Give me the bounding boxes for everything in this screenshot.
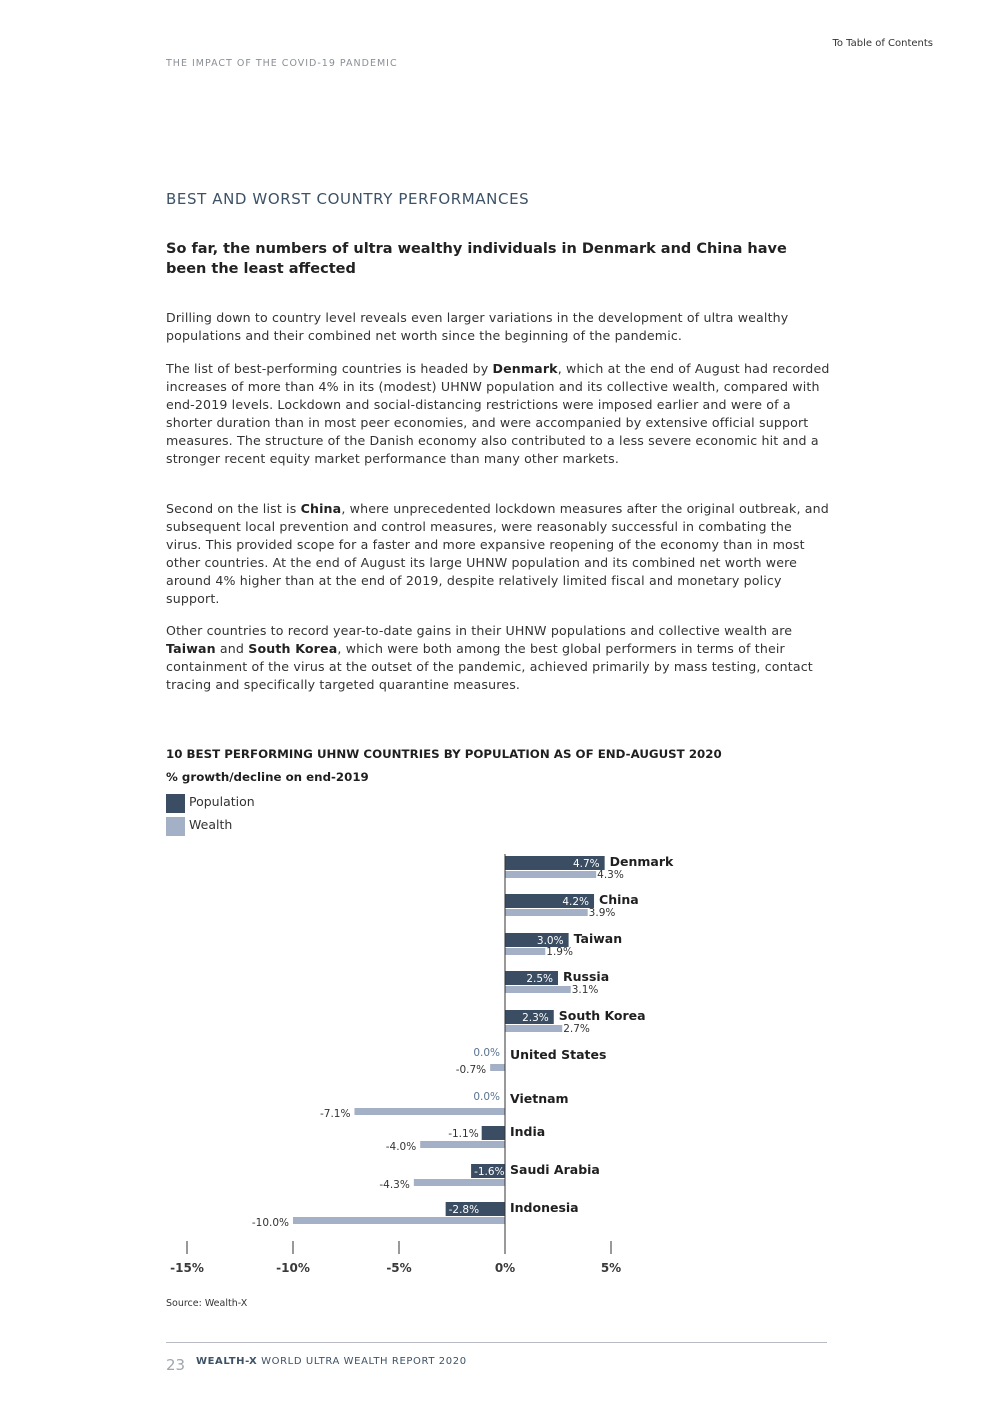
category-label-indonesia: Indonesia	[510, 1200, 579, 1215]
label-population-taiwan: 3.0%	[536, 935, 564, 947]
x-tick-label: 0%	[494, 1261, 516, 1275]
label-population-denmark: 4.7%	[572, 858, 600, 870]
label-wealth-russia: 3.1%	[571, 984, 599, 996]
category-label-denmark: Denmark	[609, 854, 674, 869]
category-label-south-korea: South Korea	[558, 1008, 646, 1023]
bar-wealth-saudi-arabia	[414, 1179, 505, 1186]
bar-wealth-india	[420, 1141, 505, 1148]
chart-title: 10 BEST PERFORMING UHNW COUNTRIES BY POPULATION AS OF END-AUGUST 2020	[166, 747, 722, 761]
label-wealth-taiwan: 1.9%	[546, 946, 573, 958]
footer-brand: WEALTH-X WORLD ULTRA WEALTH REPORT 2020	[196, 1356, 467, 1367]
category-label-india: India	[510, 1124, 546, 1139]
bar-wealth-united-states	[490, 1064, 505, 1071]
x-tick-label: 5%	[600, 1261, 622, 1275]
page-number: 23	[166, 1356, 186, 1374]
paragraph-2: The list of best-performing countries is headed by Denmark, which at the end of August had recorded increases of more than 4% in its (modest) UHNW population and its collective wealth, compared with end-2019 levels. Lockdown and social-distancing restrictions were imposed earlier and were of a shorter duration than in most peer economies, and were accompanied by extensive official support measures. The structure of the Danish economy also contributed to a less severe economic hit and a stronger recent equity market performance than many other markets.	[166, 361, 830, 466]
footer-rule	[166, 1342, 827, 1343]
legend-label-wealth: Wealth	[189, 817, 233, 832]
table-of-contents-link[interactable]: To Table of Contents	[832, 38, 933, 49]
x-tick-label: -10%	[276, 1261, 310, 1275]
label-wealth-china: 3.9%	[588, 907, 616, 919]
label-population-russia: 2.5%	[526, 973, 553, 985]
label-population-south-korea: 2.3%	[522, 1012, 549, 1024]
label-population-united-states: 0.0%	[473, 1047, 500, 1059]
category-label-saudi-arabia: Saudi Arabia	[510, 1162, 600, 1177]
label-population-indonesia: -2.8%	[448, 1204, 480, 1216]
bar-wealth-china	[505, 909, 588, 916]
label-wealth-south-korea: 2.7%	[563, 1023, 590, 1035]
label-population-saudi-arabia: -1.6%	[474, 1166, 505, 1178]
x-tick-label: -15%	[170, 1261, 204, 1275]
bar-wealth-russia	[505, 986, 571, 993]
bar-population-india	[482, 1126, 505, 1140]
label-wealth-vietnam: -7.1%	[320, 1108, 351, 1120]
category-label-russia: Russia	[563, 969, 610, 984]
chart-subtitle: % growth/decline on end-2019	[166, 770, 369, 784]
category-label-vietnam: Vietnam	[510, 1091, 569, 1106]
x-tick-label: -5%	[386, 1261, 412, 1275]
legend-label-population: Population	[189, 794, 255, 809]
paragraph-4: Other countries to record year-to-date gains in their UHNW populations and collective wealth are Taiwan and South Korea, which were both among the best global performers in terms of their containment of the virus at the outset of the pandemic, achieved primarily by mass testing, contact tracing and specifically targeted quarantine measures.	[166, 623, 813, 692]
category-label-china: China	[599, 892, 639, 907]
label-population-india: -1.1%	[448, 1128, 479, 1140]
bar-wealth-south-korea	[505, 1025, 562, 1032]
bar-wealth-vietnam	[354, 1108, 505, 1115]
bar-wealth-indonesia	[293, 1217, 505, 1224]
label-population-china: 4.2%	[562, 896, 590, 908]
label-wealth-india: -4.0%	[385, 1141, 417, 1153]
paragraph-3: Second on the list is China, where unprecedented lockdown measures after the original outbreak, and subsequent local prevention and control measures, were reasonably successful in combating the virus. This provided scope for a faster and more expansive reopening of the economy than in most other countries. At the end of August its large UHNW population and its combined net worth were around 4% higher than at the end of 2019, despite relatively limited fiscal and monetary policy support.	[166, 501, 829, 606]
category-label-united-states: United States	[510, 1047, 607, 1062]
bar-wealth-denmark	[505, 871, 596, 878]
label-population-vietnam: 0.0%	[473, 1091, 500, 1103]
chart-source: Source: Wealth-X	[166, 1298, 248, 1309]
label-wealth-indonesia: -10.0%	[251, 1217, 289, 1229]
running-head: THE IMPACT OF THE COVID-19 PANDEMIC	[166, 58, 398, 69]
label-wealth-denmark: 4.3%	[597, 869, 624, 881]
label-wealth-united-states: -0.7%	[455, 1064, 487, 1076]
subheading: So far, the numbers of ultra wealthy individuals in Denmark and China have been the least affected	[166, 241, 787, 277]
paragraph-1: Drilling down to country level reveals even larger variations in the development of ultra wealthy populations and their combined net worth since the beginning of the pandemic.	[166, 310, 789, 343]
bar-wealth-taiwan	[505, 948, 545, 955]
category-label-taiwan: Taiwan	[573, 931, 623, 946]
label-wealth-saudi-arabia: -4.3%	[379, 1179, 410, 1191]
section-title: BEST AND WORST COUNTRY PERFORMANCES	[166, 190, 530, 208]
